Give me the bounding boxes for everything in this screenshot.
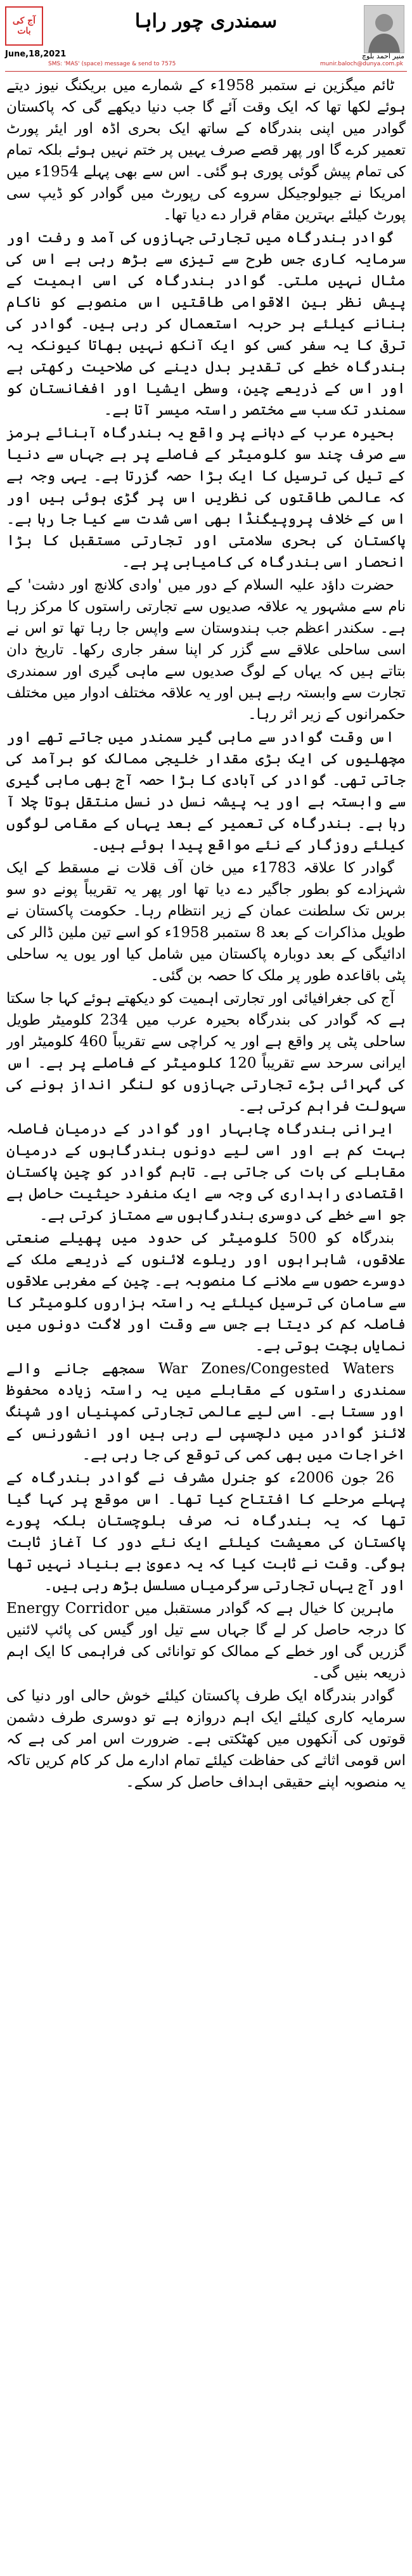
paragraph: گوادر بندرگاہ میں تجارتی جہازوں کی آمد و رفت اور سرمایہ کاری جس طرح سے تیزی سے بڑھ رہی ہے اس کی مثال نہیں ملتی۔ گوادر بندرگاہ کی اسی اہمیت کے پیش نظر بین الاقوامی طاقتیں اس منصوبے کو ناکام بنانے کیلئے ہر حربہ استعمال کر رہی ہیں۔ گوادر کی ترقی کا یہ سفر کسی کو ایک آنکھ نہیں بھاتا کیونکہ یہ بندرگاہ خطے کی تقدیر بدل دینے کی صلاحیت رکھتی ہے اور اس کے ذریعے چین، وسطی ایشیا اور افغانستان کو سمندر تک سب سے مختصر راستہ میسر آتا ہے۔ — [6, 230, 406, 418]
paragraph: بحیرہ عرب کے دہانے پر واقع یہ بندرگاہ آبنائے ہرمز سے صرف چند سو کلومیٹر کے فاصلے پر ہے جہاں سے دنیا کے تیل کی ترسیل کا ایک بڑا حصہ گزرتا ہے۔ یہی وجہ ہے کہ عالمی طاقتوں کی نظریں اس پر گڑی ہوئی ہیں اور اس کے خلاف پروپیگنڈا بھی اسی شدت سے کیا جا رہا ہے۔ پاکستان کی بحری سلامتی اور تجارتی مستقبل کا بڑا انحصار اسی بندرگاہ کی کامیابی پر ہے۔ — [6, 425, 406, 571]
newspaper-logo — [5, 6, 43, 46]
paragraph: بندرگاہ کو 500 کلومیٹر کی حدود میں پھیلے صنعتی علاقوں، شاہراہوں اور ریلوے لائنوں کے ذریعے ملک کے دوسرے حصوں سے ملانے کا منصوبہ ہے۔ چین کے مغربی علاقوں سے سامان کی ترسیل کیلئے یہ راستہ ہزاروں کلومیٹر کا فاصلہ کم کر دیتا ہے جس سے وقت اور لاگت دونوں میں نمایاں بچت ہوتی ہے۔ — [6, 1230, 406, 1354]
column-header — [0, 0, 412, 72]
paragraph: اس وقت گوادر سے ماہی گیر سمندر میں جاتے تھے اور مچھلیوں کی ایک بڑی مقدار خلیجی ممالک کو برآمد کی جاتی تھی۔ گوادر کی آبادی کا بڑا حصہ آج بھی ماہی گیری سے وابستہ ہے اور یہ پیشہ نسل در نسل منتقل ہوتا چلا آ رہا ہے۔ بندرگاہ کی تعمیر کے بعد یہاں کے مقامی لوگوں کیلئے روزگار کے نئے مواقع پیدا ہوئے ہیں۔ — [6, 729, 406, 853]
paragraph: 26 جون 2006ء کو جنرل مشرف نے گوادر بندرگاہ کے پہلے مرحلے کا افتتاح کیا تھا۔ اس موقع پر کہا گیا تھا کہ یہ بندرگاہ نہ صرف بلوچستان بلکہ پورے پاکستان کی معیشت کیلئے ایک نئے دور کا آغاز ثابت ہوگی۔ وقت نے ثابت کیا کہ یہ دعویٰ بے بنیاد نہیں تھا اور آج یہاں تجارتی سرگرمیاں مسلسل بڑھ رہی ہیں۔ — [6, 1470, 406, 1594]
sms-instructions: SMS: 'MAS' (space) message & send to 7575 — [48, 61, 176, 67]
paragraph: ٹائم میگزین نے ستمبر 1958ء کے شمارے میں بریکنگ نیوز دیتے ہوئے لکھا تھا کہ ایک وقت آئے گا جب دنیا دیکھے گی کہ پاکستان گوادر میں اپنی بندرگاہ کے ساتھ ایک بحری اڈہ اور ایئر پورٹ تعمیر کرے گا اور پھر قصے صرف یہیں پر ختم نہیں ہوئے بلکہ تمام کی تمام پیش گوئی پوری ہو گئی۔ اس سے بھی پہلے 1954ء میں امریکا نے جیولوجیکل سروے کی رپورٹ میں گوادر کو ڈیپ سی پورٹ کیلئے بہترین مقام قرار دے دیا تھا۔ — [6, 77, 406, 223]
paragraph: War Zones/Congested Waters سمجھے جانے والے سمندری راستوں کے مقابلے میں یہ راستہ زیادہ محفوظ اور سستا ہے۔ اسی لیے عالمی تجارتی کمپنیاں اور شپنگ لائنز گوادر میں دلچسپی لے رہی ہیں اور انشورنس کے اخراجات میں بھی کمی کی توقع کی جا رہی ہے۔ — [6, 1361, 406, 1463]
logo-text: آج کی بات — [12, 16, 36, 36]
paragraph: ایرانی بندرگاہ چابہار اور گوادر کے درمیان فاصلہ بہت کم ہے اور اسی لیے دونوں بندرگاہوں کے درمیان مقابلے کی بات کی جاتی ہے۔ تاہم گوادر کو چین پاکستان اقتصادی راہداری کی وجہ سے ایک منفرد حیثیت حاصل ہے جو اسے خطے کی دوسری بندرگاہوں سے ممتاز کرتی ہے۔ — [6, 1121, 406, 1224]
author-email[interactable]: munir.baloch@dunya.com.pk — [319, 61, 403, 67]
paragraph: گوادر کا علاقہ 1783ء میں خان آف قلات نے مسقط کے ایک شہزادے کو بطور جاگیر دے دیا تھا اور پھر یہ تقریباً پونے دو سو برس تک سلطنت عمان کے زیر انتظام رہا۔ حکومت پاکستان نے طویل مذاکرات کے بعد 8 ستمبر 1958ء کو اسے تین ملین ڈالر کی ادائیگی کے بعد دوبارہ پاکستان میں شامل کیا اور یوں یہ ساحلی پٹی باقاعدہ طور پر ملک کا حصہ بن گئی۔ — [6, 860, 406, 984]
author-portrait — [364, 5, 404, 53]
article-body — [6, 75, 406, 2566]
paragraph: ماہرین کا خیال ہے کہ گوادر مستقبل میں Energy Corridor کا درجہ حاصل کر لے گا جہاں سے تیل اور گیس کی پائپ لائنیں گزریں گی اور خطے کے ممالک کو توانائی کی فراہمی کا ایک اہم ذریعہ بنیں گی۔ — [6, 1600, 406, 1681]
header-divider — [5, 71, 407, 72]
publish-date: June,18,2021 — [5, 49, 67, 59]
paragraph: حضرت داؤد علیہ السلام کے دور میں 'وادی کلانچ اور دشت' کے نام سے مشہور یہ علاقہ صدیوں سے تجارتی راستوں کا مرکز رہا ہے۔ سکندر اعظم جب ہندوستان سے واپس جا رہا تھا تو اس نے اسی ساحلی علاقے سے گزر کر اپنا سفر جاری رکھا۔ تاریخ دان بتاتے ہیں کہ یہاں کے لوگ صدیوں سے ماہی گیری اور سمندری تجارت سے وابستہ رہے ہیں اور یہ علاقہ مختلف ادوار میں مختلف حکمرانوں کے زیر اثر رہا۔ — [6, 577, 406, 723]
column-title: سمندری چور راہا — [134, 10, 278, 32]
author-name: منیر احمد بلوچ — [361, 52, 405, 60]
author-photo-icon — [364, 6, 404, 53]
paragraph: گوادر بندرگاہ ایک طرف پاکستان کیلئے خوش حالی اور دنیا کی سرمایہ کاری کیلئے ایک اہم دروازہ ہے تو دوسری طرف دشمن قوتوں کی آنکھوں میں کھٹکتی ہے۔ ضرورت اس امر کی ہے کہ اس قومی اثاثے کی حفاظت کیلئے تمام ادارے مل کر کام کریں تاکہ یہ منصوبہ اپنے حقیقی اہداف حاصل کر سکے۔ — [6, 1688, 406, 1790]
paragraph: آج کی جغرافیائی اور تجارتی اہمیت کو دیکھتے ہوئے کہا جا سکتا ہے کہ گوادر کی بندرگاہ بحیرہ عرب میں 234 کلومیٹر طویل ساحلی پٹی پر واقع ہے اور یہ کراچی سے تقریباً 460 کلومیٹر اور ایرانی سرحد سے تقریباً 120 کلومیٹر کے فاصلے پر ہے۔ اس کی گہرائی بڑے تجارتی جہازوں کو لنگر انداز ہونے کی سہولت فراہم کرتی ہے۔ — [6, 990, 406, 1115]
